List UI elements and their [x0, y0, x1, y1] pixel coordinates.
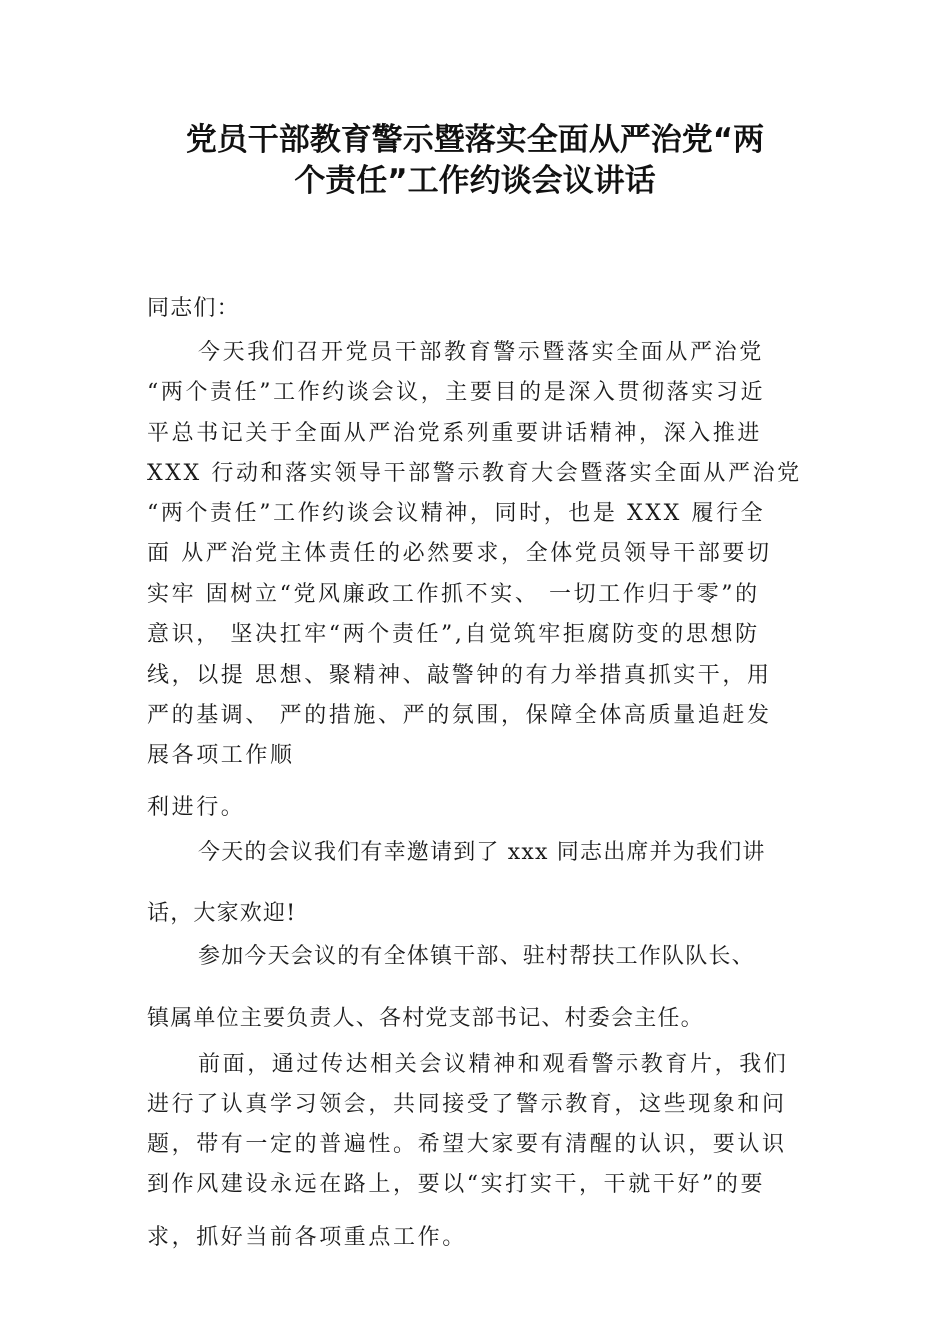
paragraph-line: “两个责任”工作约谈会议，主要目的是深入贯彻落实习近: [147, 380, 766, 405]
paragraph-line: 展各项工作顺: [147, 743, 295, 768]
paragraph-line: 利进行。: [147, 795, 246, 820]
paragraph-line: 参加今天会议的有全体镇干部、驻村帮扶工作队队长、: [198, 944, 755, 969]
salutation: 同志们：: [147, 296, 240, 321]
paragraph-line: XXX 行动和落实领导干部警示教育大会暨落实全面从严治党: [147, 461, 802, 486]
paragraph-line: 面 从严治党主体责任的必然要求，全体党员领导干部要切: [147, 541, 772, 566]
paragraph-line: 今天的会议我们有幸邀请到了 xxx 同志出席并为我们讲: [198, 840, 766, 865]
paragraph-line: 平总书记关于全面从严治党系列重要讲话精神，深入推进: [147, 421, 763, 446]
paragraph-line: 今天我们召开党员干部教育警示暨落实全面从严治党: [198, 340, 764, 365]
paragraph-line: 线，以提 思想、聚精神、敲警钟的有力举措真抓实干，用: [147, 663, 772, 688]
document-title-line-2: 个责任”工作约谈会议讲话: [294, 163, 656, 199]
paragraph-line: 镇属单位主要负责人、各村党支部书记、村委会主任。: [147, 1006, 704, 1031]
paragraph-line: 到作风建设永远在路上，要以“实打实干，干就干好”的要: [147, 1172, 766, 1197]
paragraph-line: 实牢 固树立“党风廉政工作抓不实、 一切工作归于零”的: [147, 582, 760, 607]
paragraph-line: 严的基调、 严的措施、严的氛围，保障全体高质量追赶发: [147, 703, 772, 728]
paragraph-line: “两个责任”工作约谈会议精神，同时，也是 XXX 履行全: [147, 501, 766, 526]
paragraph-line: 前面，通过传达相关会议精神和观看警示教育片，我们: [198, 1052, 789, 1077]
paragraph-line: 求，抓好当前各项重点工作。: [147, 1225, 467, 1250]
document-title-line-1: 党员干部教育警示暨落实全面从严治党“两: [185, 122, 765, 158]
paragraph-line: 意识， 坚决扛牢“两个责任”,自觉筑牢拒腐防变的思想防: [147, 622, 760, 647]
paragraph-line: 题，带有一定的普遍性。希望大家要有清醒的认识，要认识: [147, 1132, 787, 1157]
paragraph-line: 进行了认真学习领会，共同接受了警示教育，这些现象和问: [147, 1092, 787, 1117]
paragraph-line: 话，大家欢迎!: [147, 901, 297, 926]
